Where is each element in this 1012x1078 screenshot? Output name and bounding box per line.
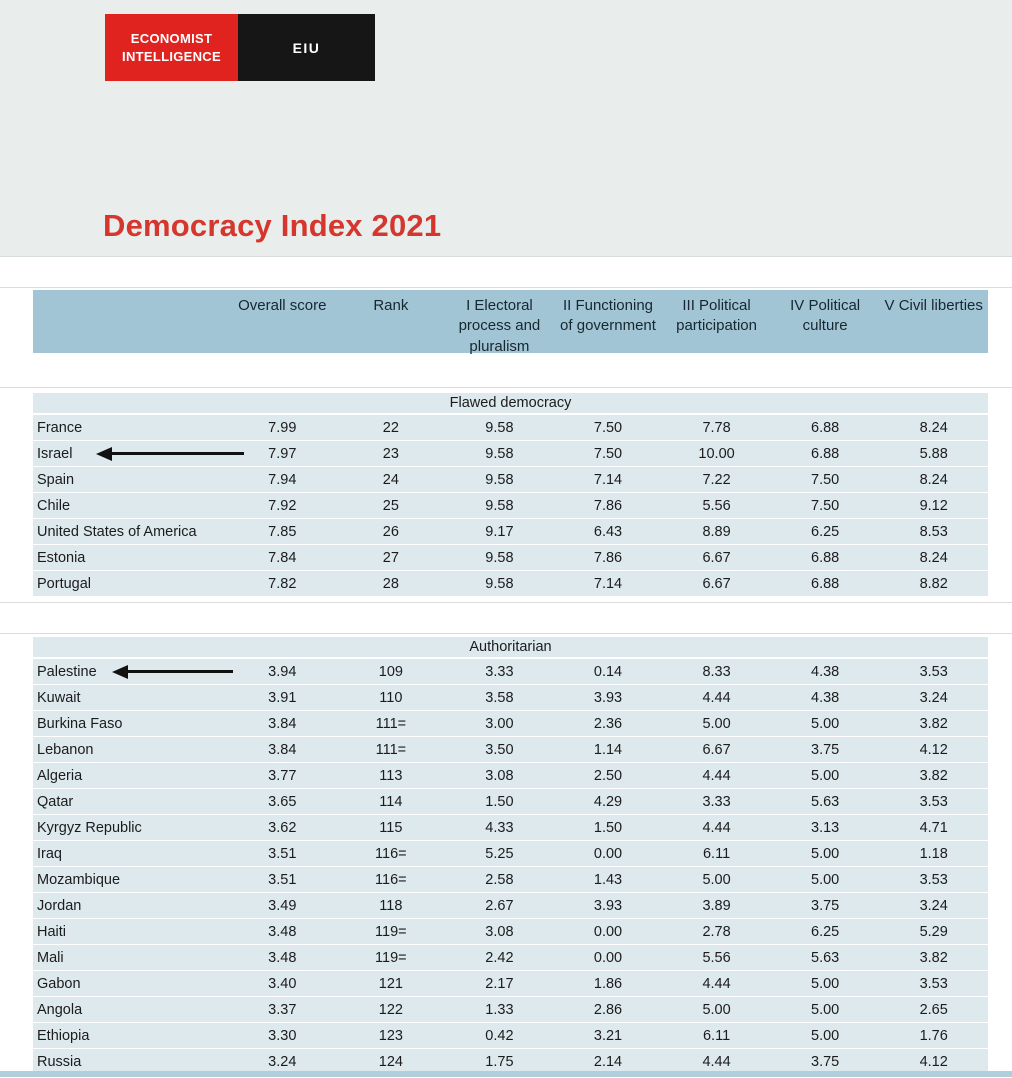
cell-value: 3.82 — [919, 767, 948, 784]
cell-value: 118 — [379, 897, 403, 914]
country-name: Palestine — [37, 663, 97, 680]
eiu-abbrev-text: EIU — [292, 39, 321, 56]
cell-value: 116= — [375, 871, 407, 888]
cell-value: 5.00 — [702, 1001, 731, 1018]
economist-intelligence-logo-block — [105, 14, 238, 81]
cell-value: 28 — [382, 575, 399, 592]
cell-value: 7.84 — [268, 549, 297, 566]
cell-value: 27 — [382, 549, 399, 566]
cell-value: 3.84 — [268, 715, 297, 732]
cell-value: 10.00 — [698, 445, 735, 462]
cell-value: 2.36 — [593, 715, 623, 732]
country-name: United States of America — [37, 523, 197, 540]
cell-value: 124 — [378, 1053, 403, 1070]
cell-value: 2.42 — [485, 949, 514, 966]
cell-value: 3.24 — [919, 897, 948, 914]
country-name: Mali — [37, 949, 64, 966]
cell-value: 3.49 — [268, 897, 297, 914]
table-section — [33, 393, 988, 597]
country-name: Angola — [37, 1001, 83, 1018]
table-row — [33, 763, 988, 788]
cell-value: 6.88 — [811, 575, 840, 592]
cell-value: 7.50 — [593, 445, 623, 462]
cell-value: 9.58 — [485, 419, 514, 436]
cell-value: 25 — [382, 497, 399, 514]
column-header: Rank — [373, 297, 409, 314]
table-row — [33, 711, 988, 736]
section-rows — [33, 415, 988, 596]
country-name: Mozambique — [37, 871, 121, 888]
table-row — [33, 1023, 988, 1048]
cell-value: 3.75 — [811, 741, 840, 758]
cell-value: 3.53 — [919, 663, 948, 680]
cell-value: 8.82 — [919, 575, 948, 592]
cell-value: 5.00 — [702, 715, 731, 732]
cell-value: 2.50 — [593, 767, 623, 784]
cell-value: 3.75 — [811, 897, 840, 914]
cell-value: 5.63 — [811, 793, 840, 810]
cell-value: 3.37 — [268, 1001, 297, 1018]
table-row — [33, 415, 988, 440]
cell-value: 4.44 — [702, 767, 731, 784]
cell-value: 7.14 — [593, 575, 623, 592]
header-country-spacer — [33, 296, 228, 357]
eiu-abbrev-block — [238, 14, 375, 81]
cell-value: 2.17 — [485, 975, 514, 992]
cell-value: 2.65 — [919, 1001, 948, 1018]
cell-value: 5.25 — [485, 845, 514, 862]
cell-value: 121 — [378, 975, 403, 992]
page-title: Democracy Index 2021 — [103, 208, 442, 243]
cell-value: 7.92 — [268, 497, 297, 514]
logo-text-line1: ECONOMIST — [130, 30, 213, 46]
cell-value: 1.33 — [485, 1001, 514, 1018]
arrow-line — [111, 452, 244, 455]
cell-value: 7.50 — [811, 497, 840, 514]
cell-value: 6.67 — [702, 575, 731, 592]
cell-value: 3.58 — [485, 689, 514, 706]
left-arrow-annotation-icon — [112, 665, 233, 679]
table-row — [33, 467, 988, 492]
logo-text-line2: INTELLIGENCE — [122, 48, 221, 64]
cell-value: 109 — [378, 663, 403, 680]
cell-value: 7.94 — [268, 471, 297, 488]
cell-value: 5.00 — [811, 1027, 840, 1044]
cell-value: 1.43 — [593, 871, 623, 888]
cell-value: 3.33 — [702, 793, 731, 810]
cell-value: 1.50 — [593, 819, 623, 836]
section-rows — [33, 659, 988, 1074]
cell-value: 1.18 — [919, 845, 948, 862]
cell-value: 3.82 — [919, 949, 948, 966]
table-row — [33, 815, 988, 840]
cell-value: 8.53 — [919, 523, 948, 540]
cell-value: 4.44 — [702, 1053, 731, 1070]
cell-value: 2.67 — [485, 897, 514, 914]
column-header: III Political participation — [676, 297, 757, 335]
cell-value: 3.00 — [485, 715, 514, 732]
table-row — [33, 493, 988, 518]
cell-value: 8.24 — [919, 549, 948, 566]
cell-value: 4.44 — [702, 975, 731, 992]
cell-value: 4.44 — [702, 689, 731, 706]
country-name: Chile — [37, 497, 71, 514]
cell-value: 0.42 — [485, 1027, 514, 1044]
cell-value: 4.44 — [702, 819, 731, 836]
cell-value: 3.77 — [268, 767, 297, 784]
cell-value: 0.00 — [593, 949, 623, 966]
table-header-row — [33, 290, 988, 353]
country-name: Iraq — [37, 845, 62, 862]
cell-value: 6.88 — [811, 549, 840, 566]
cell-value: 8.89 — [702, 523, 731, 540]
cell-value: 5.88 — [919, 445, 948, 462]
table-row — [33, 997, 988, 1022]
table-row — [33, 685, 988, 710]
cell-value: 7.85 — [268, 523, 297, 540]
cell-value: 5.56 — [702, 497, 731, 514]
country-name: Qatar — [37, 793, 74, 810]
cell-value: 4.29 — [593, 793, 623, 810]
cell-value: 5.00 — [702, 871, 731, 888]
cell-value: 7.50 — [811, 471, 840, 488]
country-name: Russia — [37, 1053, 82, 1070]
cell-value: 3.62 — [268, 819, 297, 836]
table-row — [33, 545, 988, 570]
table-row — [33, 737, 988, 762]
country-name: Lebanon — [37, 741, 94, 758]
cell-value: 24 — [382, 471, 399, 488]
country-name: Spain — [37, 471, 75, 488]
cell-value: 3.53 — [919, 793, 948, 810]
cell-value: 8.24 — [919, 471, 948, 488]
cell-value: 3.51 — [268, 845, 297, 862]
divider-line — [0, 387, 1012, 388]
cell-value: 1.86 — [593, 975, 623, 992]
cell-value: 2.78 — [702, 923, 731, 940]
cell-value: 6.11 — [702, 1027, 731, 1044]
cell-value: 113 — [379, 767, 403, 784]
cell-value: 3.24 — [919, 689, 948, 706]
cell-value: 3.82 — [919, 715, 948, 732]
cell-value: 5.00 — [811, 715, 840, 732]
cell-value: 4.12 — [919, 1053, 948, 1070]
country-name: Israel — [37, 445, 73, 462]
table-row — [33, 867, 988, 892]
bottom-section-strip — [0, 1071, 1012, 1077]
divider-line — [0, 633, 1012, 634]
cell-value: 5.00 — [811, 767, 840, 784]
cell-value: 26 — [382, 523, 399, 540]
cell-value: 7.50 — [593, 419, 623, 436]
cell-value: 3.30 — [268, 1027, 297, 1044]
cell-value: 123 — [378, 1027, 403, 1044]
country-name: Algeria — [37, 767, 83, 784]
country-name: Kuwait — [37, 689, 81, 706]
cell-value: 111= — [375, 715, 407, 732]
cell-value: 7.86 — [593, 497, 623, 514]
cell-value: 6.25 — [811, 923, 840, 940]
cell-value: 110 — [379, 689, 403, 706]
cell-value: 3.48 — [268, 949, 297, 966]
arrow-head — [112, 665, 128, 679]
section-label: Flawed democracy — [33, 393, 988, 413]
cell-value: 9.58 — [485, 549, 514, 566]
cell-value: 6.88 — [811, 419, 840, 436]
country-name: Estonia — [37, 549, 86, 566]
country-name: Portugal — [37, 575, 92, 592]
column-header: I Electoral process and pluralism — [458, 297, 541, 355]
cell-value: 3.65 — [268, 793, 297, 810]
cell-value: 9.58 — [485, 445, 514, 462]
cell-value: 1.50 — [485, 793, 514, 810]
cell-value: 3.94 — [268, 663, 297, 680]
eiu-logo — [105, 14, 375, 81]
cell-value: 3.53 — [919, 975, 948, 992]
cell-value: 111= — [375, 741, 407, 758]
cell-value: 3.50 — [485, 741, 514, 758]
cell-value: 4.71 — [919, 819, 948, 836]
table-row — [33, 659, 988, 684]
cell-value: 7.22 — [702, 471, 731, 488]
cell-value: 9.58 — [485, 575, 514, 592]
cell-value: 5.29 — [919, 923, 948, 940]
cell-value: 6.67 — [702, 549, 731, 566]
cell-value: 6.88 — [811, 445, 840, 462]
cell-value: 3.48 — [268, 923, 297, 940]
country-name: France — [37, 419, 83, 436]
cell-value: 7.82 — [268, 575, 297, 592]
cell-value: 5.00 — [811, 871, 840, 888]
cell-value: 3.08 — [485, 767, 514, 784]
cell-value: 7.99 — [268, 419, 297, 436]
cell-value: 3.93 — [593, 897, 623, 914]
cell-value: 3.24 — [268, 1053, 297, 1070]
table-row — [33, 519, 988, 544]
cell-value: 5.00 — [811, 1001, 840, 1018]
cell-value: 3.21 — [593, 1027, 623, 1044]
cell-value: 4.33 — [485, 819, 514, 836]
cell-value: 5.56 — [702, 949, 731, 966]
table-row — [33, 789, 988, 814]
cell-value: 22 — [382, 419, 399, 436]
cell-value: 114 — [379, 793, 403, 810]
cell-value: 0.14 — [593, 663, 623, 680]
cell-value: 3.53 — [919, 871, 948, 888]
arrow-line — [127, 670, 233, 673]
column-header: IV Political culture — [790, 297, 861, 335]
cell-value: 119= — [375, 949, 407, 966]
cell-value: 5.00 — [811, 975, 840, 992]
country-name: Haiti — [37, 923, 67, 940]
top-banner — [0, 0, 1012, 257]
cell-value: 3.91 — [268, 689, 297, 706]
cell-value: 3.08 — [485, 923, 514, 940]
cell-value: 116= — [375, 845, 407, 862]
section-label: Authoritarian — [33, 637, 988, 657]
table-row — [33, 945, 988, 970]
cell-value: 9.58 — [485, 471, 514, 488]
column-header: II Functioning of government — [560, 297, 656, 335]
cell-value: 3.89 — [702, 897, 731, 914]
cell-value: 6.25 — [811, 523, 840, 540]
table-row — [33, 893, 988, 918]
cell-value: 5.63 — [811, 949, 840, 966]
cell-value: 7.97 — [268, 445, 297, 462]
cell-value: 6.67 — [702, 741, 731, 758]
table-row — [33, 841, 988, 866]
country-name: Ethiopia — [37, 1027, 90, 1044]
cell-value: 5.00 — [811, 845, 840, 862]
cell-value: 8.24 — [919, 419, 948, 436]
cell-value: 3.13 — [811, 819, 840, 836]
cell-value: 0.00 — [593, 923, 623, 940]
left-arrow-annotation-icon — [96, 447, 244, 461]
table-row — [33, 441, 988, 466]
cell-value: 2.86 — [593, 1001, 623, 1018]
cell-value: 122 — [378, 1001, 403, 1018]
divider-line — [0, 287, 1012, 288]
table-section — [33, 637, 988, 1075]
cell-value: 4.38 — [811, 663, 840, 680]
cell-value: 4.12 — [919, 741, 948, 758]
cell-value: 9.58 — [485, 497, 514, 514]
cell-value: 0.00 — [593, 845, 623, 862]
country-name: Kyrgyz Republic — [37, 819, 142, 836]
country-name: Burkina Faso — [37, 715, 123, 732]
cell-value: 2.58 — [485, 871, 514, 888]
table-row — [33, 971, 988, 996]
cell-value: 9.12 — [919, 497, 948, 514]
cell-value: 1.75 — [485, 1053, 514, 1070]
cell-value: 2.14 — [593, 1053, 623, 1070]
cell-value: 23 — [382, 445, 399, 462]
cell-value: 7.14 — [593, 471, 623, 488]
cell-value: 3.93 — [593, 689, 623, 706]
cell-value: 3.75 — [811, 1053, 840, 1070]
cell-value: 3.84 — [268, 741, 297, 758]
cell-value: 1.76 — [919, 1027, 948, 1044]
cell-value: 7.78 — [702, 419, 731, 436]
cell-value: 9.17 — [485, 523, 514, 540]
country-name: Gabon — [37, 975, 81, 992]
cell-value: 119= — [375, 923, 407, 940]
table-row — [33, 571, 988, 596]
cell-value: 3.40 — [268, 975, 297, 992]
divider-line — [0, 602, 1012, 603]
cell-value: 8.33 — [702, 663, 731, 680]
cell-value: 115 — [379, 819, 403, 836]
country-name: Jordan — [37, 897, 82, 914]
arrow-head — [96, 447, 112, 461]
column-header: V Civil liberties — [884, 297, 983, 314]
cell-value: 3.33 — [485, 663, 514, 680]
cell-value: 1.14 — [593, 741, 623, 758]
table-row — [33, 919, 988, 944]
cell-value: 6.43 — [593, 523, 623, 540]
cell-value: 6.11 — [702, 845, 731, 862]
cell-value: 4.38 — [811, 689, 840, 706]
cell-value: 3.51 — [268, 871, 297, 888]
column-header: Overall score — [238, 297, 327, 314]
cell-value: 7.86 — [593, 549, 623, 566]
